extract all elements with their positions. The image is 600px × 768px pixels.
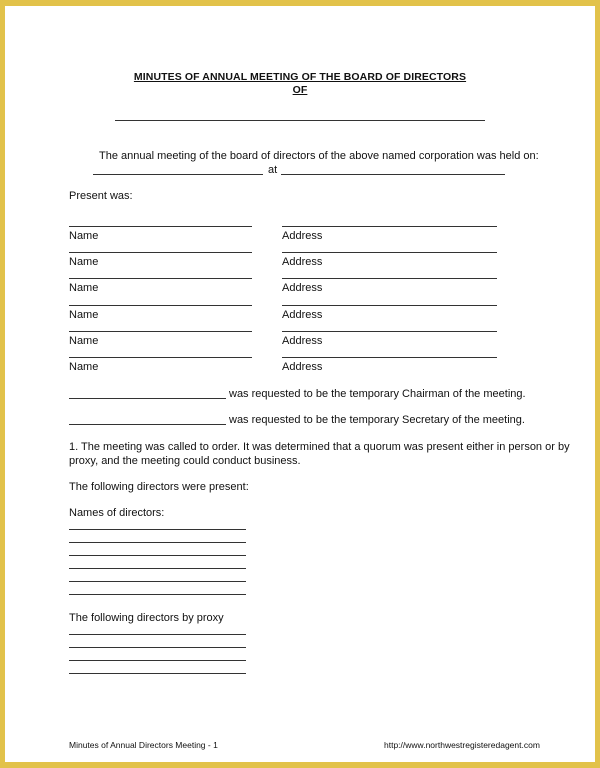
address-line[interactable] (282, 331, 497, 332)
director-name-line[interactable] (69, 581, 246, 582)
name-line[interactable] (69, 331, 252, 332)
name-line[interactable] (69, 226, 252, 227)
name-label: Name (69, 309, 99, 321)
name-label: Name (69, 361, 99, 373)
called-to-order-line-2: proxy, and the meeting could conduct business. (69, 455, 301, 467)
address-label: Address (282, 282, 323, 294)
address-label: Address (282, 256, 323, 268)
secretary-text: was requested to be the temporary Secretary of the meeting. (229, 414, 525, 426)
address-line[interactable] (282, 278, 497, 279)
name-label: Name (69, 335, 99, 347)
address-label: Address (282, 230, 323, 242)
address-label: Address (282, 309, 323, 321)
name-label: Name (69, 282, 99, 294)
director-name-line[interactable] (69, 568, 246, 569)
directors-present-text: The following directors were present: (69, 481, 249, 493)
proxy-director-line[interactable] (69, 647, 246, 648)
names-of-directors-label: Names of directors: (69, 507, 165, 519)
chairman-name-line[interactable] (69, 398, 226, 399)
name-label: Name (69, 230, 99, 242)
address-line[interactable] (282, 252, 497, 253)
held-on-text: The annual meeting of the board of directors of the above named corporation was held on: (99, 150, 539, 162)
document-title-of: OF (292, 84, 308, 96)
present-was-label: Present was: (69, 190, 133, 202)
director-name-line[interactable] (69, 594, 246, 595)
chairman-text: was requested to be the temporary Chairman of the meeting. (229, 388, 526, 400)
footer-url[interactable]: http://www.northwestregisteredagent.com (384, 740, 540, 750)
footer-left: Minutes of Annual Directors Meeting - 1 (69, 740, 218, 750)
address-label: Address (282, 361, 323, 373)
name-line[interactable] (69, 305, 252, 306)
director-name-line[interactable] (69, 542, 246, 543)
called-to-order-line-1: 1. The meeting was called to order. It was determined that a quorum was present either in person or by (69, 441, 570, 453)
secretary-name-line[interactable] (69, 424, 226, 425)
name-label: Name (69, 256, 99, 268)
proxy-director-line[interactable] (69, 673, 246, 674)
name-line[interactable] (69, 357, 252, 358)
director-name-line[interactable] (69, 555, 246, 556)
meeting-location-line[interactable] (281, 174, 505, 175)
document-title: MINUTES OF ANNUAL MEETING OF THE BOARD OF DIRECTORS (133, 71, 467, 83)
proxy-director-line[interactable] (69, 660, 246, 661)
proxy-director-line[interactable] (69, 634, 246, 635)
address-label: Address (282, 335, 323, 347)
meeting-date-line[interactable] (93, 174, 263, 175)
address-line[interactable] (282, 305, 497, 306)
director-name-line[interactable] (69, 529, 246, 530)
address-line[interactable] (282, 226, 497, 227)
at-text: at (268, 164, 278, 176)
name-line[interactable] (69, 278, 252, 279)
directors-by-proxy-label: The following directors by proxy (69, 612, 224, 624)
corporation-name-line[interactable] (115, 120, 485, 121)
address-line[interactable] (282, 357, 497, 358)
name-line[interactable] (69, 252, 252, 253)
